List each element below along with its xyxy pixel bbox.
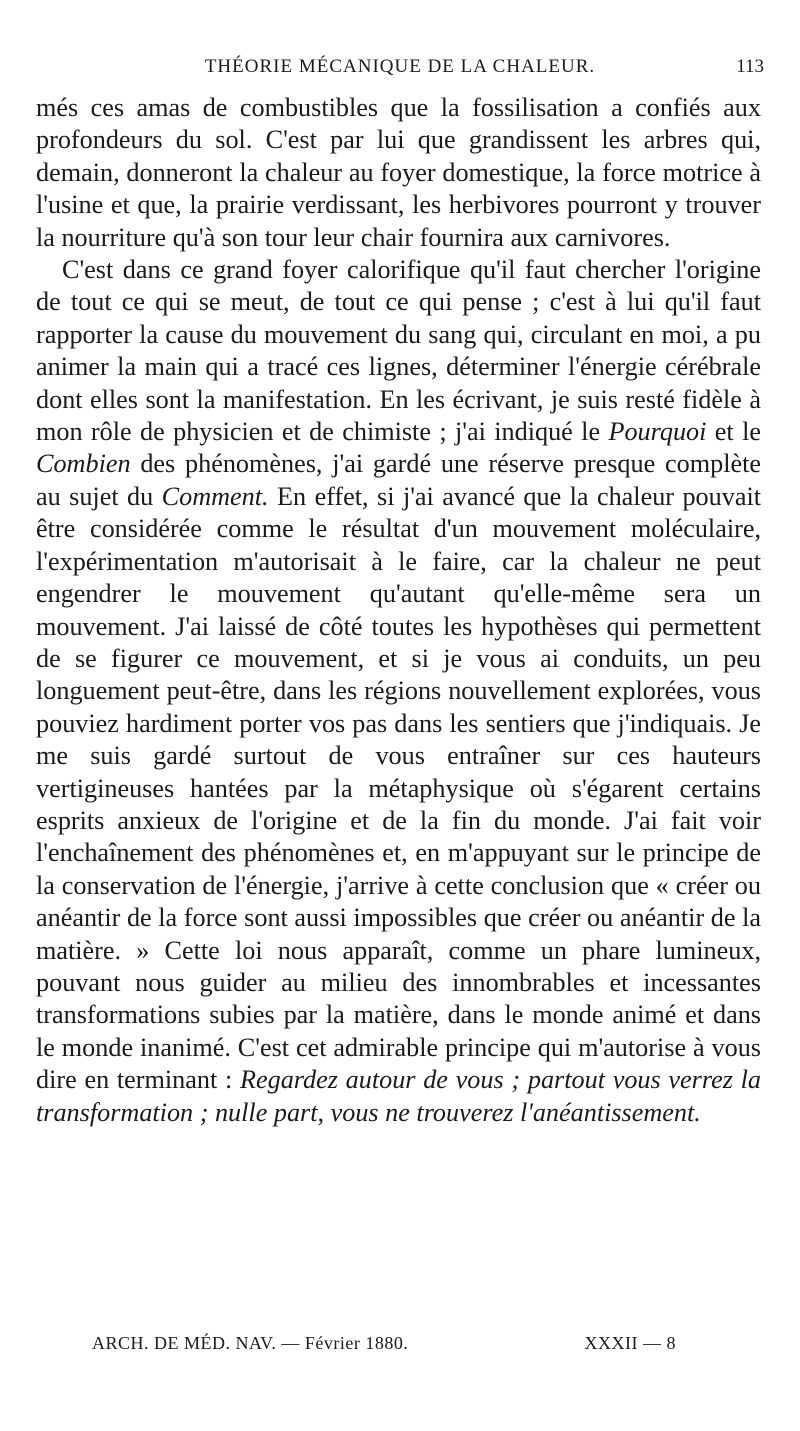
paragraph-2-part-a: C'est dans ce grand foyer calorifique qu'il faut chercher l'origine de tout ce qui se meut, de tout ce qui pense ; c'est à lui qu'il faut rapporter la cause du mouvement du sang qui, circulant en moi, a pu animer la main qui a tracé ces lignes, déterminer l'énergie cérébrale dont elles sont la manifestation. En les écrivant, je suis resté fidèle à mon rôle de physicien et de chimiste ; j'ai indiqué le xyxy=(36,255,761,447)
paragraph-2-part-d: En effet, si j'ai avancé que la chaleur pouvait être considérée comme le résultat d'un mouvement moléculaire, l'expérimentation m'autorisait à le faire, car la chaleur ne peut engendrer le mouvement qu'autant qu'elle-même sera un mouvement. J'ai laissé de côté toutes les hypothèses qui permettent de se figurer ce mouvement, et si je vous ai conduits, un peu longuement peut-être, dans les régions nouvellement explorées, vous pouviez hardiment porter vos pas dans les sentiers que j'indiquais. Je me suis gardé surtout de vous entraîner sur ces hauteurs vertigineuses hantées par la métaphysique où s'égarent certains esprits anxieux de l'origine et de la fin du monde. J'ai fait voir l'enchaînement des phénomènes et, en m'appuyant sur le principe de la conservation de l'énergie, j'arrive à cette conclusion que « créer ou anéantir de la force sont aussi impossibles que créer ou anéantir de la matière. » Cette loi nous apparaît, comme un phare lumineux, pouvant nous guider au milieu des innombrables et incessantes transformations subies par la matière, dans le monde animé et dans le monde inanimé. C'est cet admirable principe qui m'autorise à vous dire en terminant : xyxy=(36,481,761,1095)
italic-comment: Comment. xyxy=(161,481,269,511)
paragraph-2-part-b: et le xyxy=(706,417,761,447)
italic-closing-quote: Regardez autour de vous ; partout vous verrez la transformation ; nulle part, vous ne trouverez l'anéantissement. xyxy=(36,1065,761,1127)
paragraph-2-part-c: des phénomènes, j'ai gardé une réserve presque complète au sujet du xyxy=(36,449,761,511)
page-number: 113 xyxy=(736,56,764,77)
running-head xyxy=(36,56,764,86)
paragraph-2 xyxy=(36,254,761,1129)
footer-source: ARCH. DE MÉD. NAV. — Février 1880. xyxy=(92,1333,409,1353)
italic-combien: Combien xyxy=(36,449,131,479)
italic-pourquoi: Pourquoi xyxy=(608,417,707,447)
running-title: THÉORIE MÉCANIQUE DE LA CHALEUR. xyxy=(204,56,596,77)
page-footer xyxy=(36,1333,676,1363)
paragraph-1: més ces amas de combustibles que la fossilisation a confiés aux profondeurs du sol. C'est par lui que grandissent les arbres qui, demain, donneront la chaleur au foyer domestique, la force motrice à l'usine et que, la prairie verdissant, les herbivores pourront y trouver la nourriture qu'à son tour leur chair fournira aux carnivores. xyxy=(36,93,761,252)
footer-signature: XXXII — 8 xyxy=(584,1333,676,1353)
body-text xyxy=(36,92,761,1129)
